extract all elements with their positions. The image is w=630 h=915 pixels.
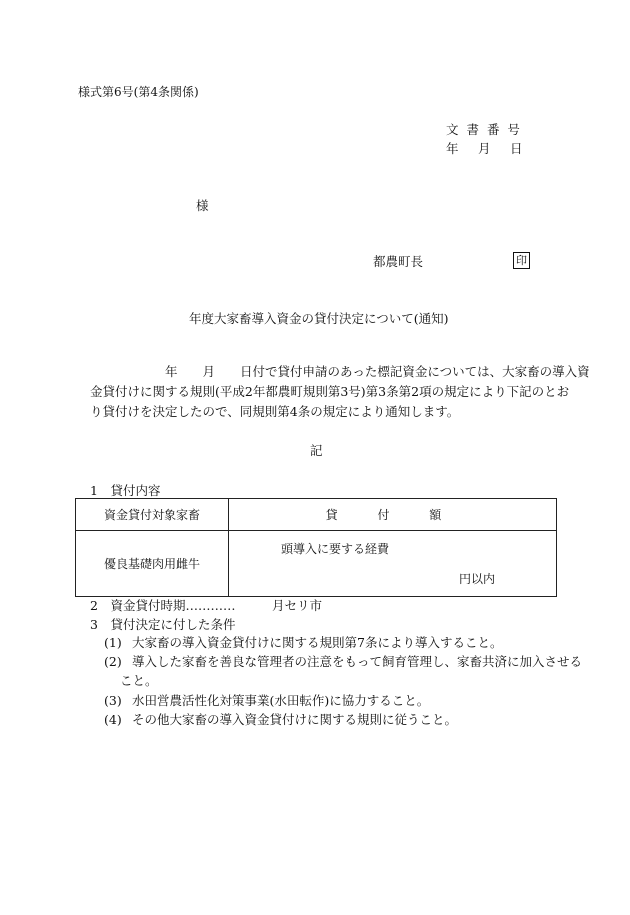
ki-heading: 記 xyxy=(310,443,323,458)
addressee-suffix: 様 xyxy=(196,198,209,213)
condition-number: (1) xyxy=(104,635,122,650)
notice-body-line: り貸付けを決定したので、同規則第4条の規定により通知します。 xyxy=(90,404,460,419)
section-2-heading: 2 資金貸付時期………… xyxy=(90,598,236,613)
table-row xyxy=(76,531,557,597)
condition-number: (3) xyxy=(104,693,122,708)
condition-text: その他大家畜の導入資金貸付けに関する規則に従うこと。 xyxy=(132,712,458,727)
seal-box: 印 xyxy=(513,252,530,269)
sender-name: 都農町長 xyxy=(373,254,424,269)
condition-item xyxy=(104,714,457,727)
document-number-label: 文 書 番 号 xyxy=(446,122,522,137)
table-header-row xyxy=(76,499,557,531)
notice-body-line: 年 月 日付で貸付申請のあった標記資金については、大家畜の導入資 xyxy=(90,364,590,379)
amount-limit: 円以内 xyxy=(459,572,496,586)
section-2-auction: 月セリ市 xyxy=(272,598,323,613)
cell-livestock-type: 優良基礎肉用雌牛 xyxy=(76,531,229,597)
condition-text: 導入した家畜を善良な管理者の注意をもって飼育管理し、家畜共済に加入させる xyxy=(132,654,583,669)
condition-text: 大家畜の導入資金貸付けに関する規則第7条により導入すること。 xyxy=(132,635,503,650)
notice-body-line: 金貸付けに関する規則(平成2年都農町規則第3号)第3条第2項の規定により下記のとお xyxy=(90,384,570,399)
cell-loan-amount xyxy=(229,531,557,597)
section-1-heading: 1 貸付内容 xyxy=(90,483,161,498)
condition-text: こと。 xyxy=(120,673,158,688)
form-label: 様式第6号(第4条関係) xyxy=(78,85,199,99)
amount-description: 頭導入に要する経費 xyxy=(281,542,390,556)
condition-item xyxy=(104,637,502,650)
condition-item xyxy=(104,695,429,708)
condition-item xyxy=(104,656,582,669)
document-title: 年度大家畜導入資金の貸付決定について(通知) xyxy=(189,311,449,326)
condition-number: (2) xyxy=(104,654,122,669)
document-date-label: 年 月 日 xyxy=(446,141,524,156)
header-target-livestock: 資金貸付対象家畜 xyxy=(76,499,229,531)
section-3-heading: 3 貸付決定に付した条件 xyxy=(90,617,236,632)
loan-details-table xyxy=(75,498,557,597)
header-loan-amount-label: 貸 付 額 xyxy=(325,507,460,522)
notice-body xyxy=(90,362,590,422)
condition-text: 水田営農活性化対策事業(水田転作)に協力すること。 xyxy=(132,693,430,708)
condition-continuation xyxy=(120,675,158,688)
header-loan-amount xyxy=(229,499,557,531)
condition-number: (4) xyxy=(104,712,122,727)
